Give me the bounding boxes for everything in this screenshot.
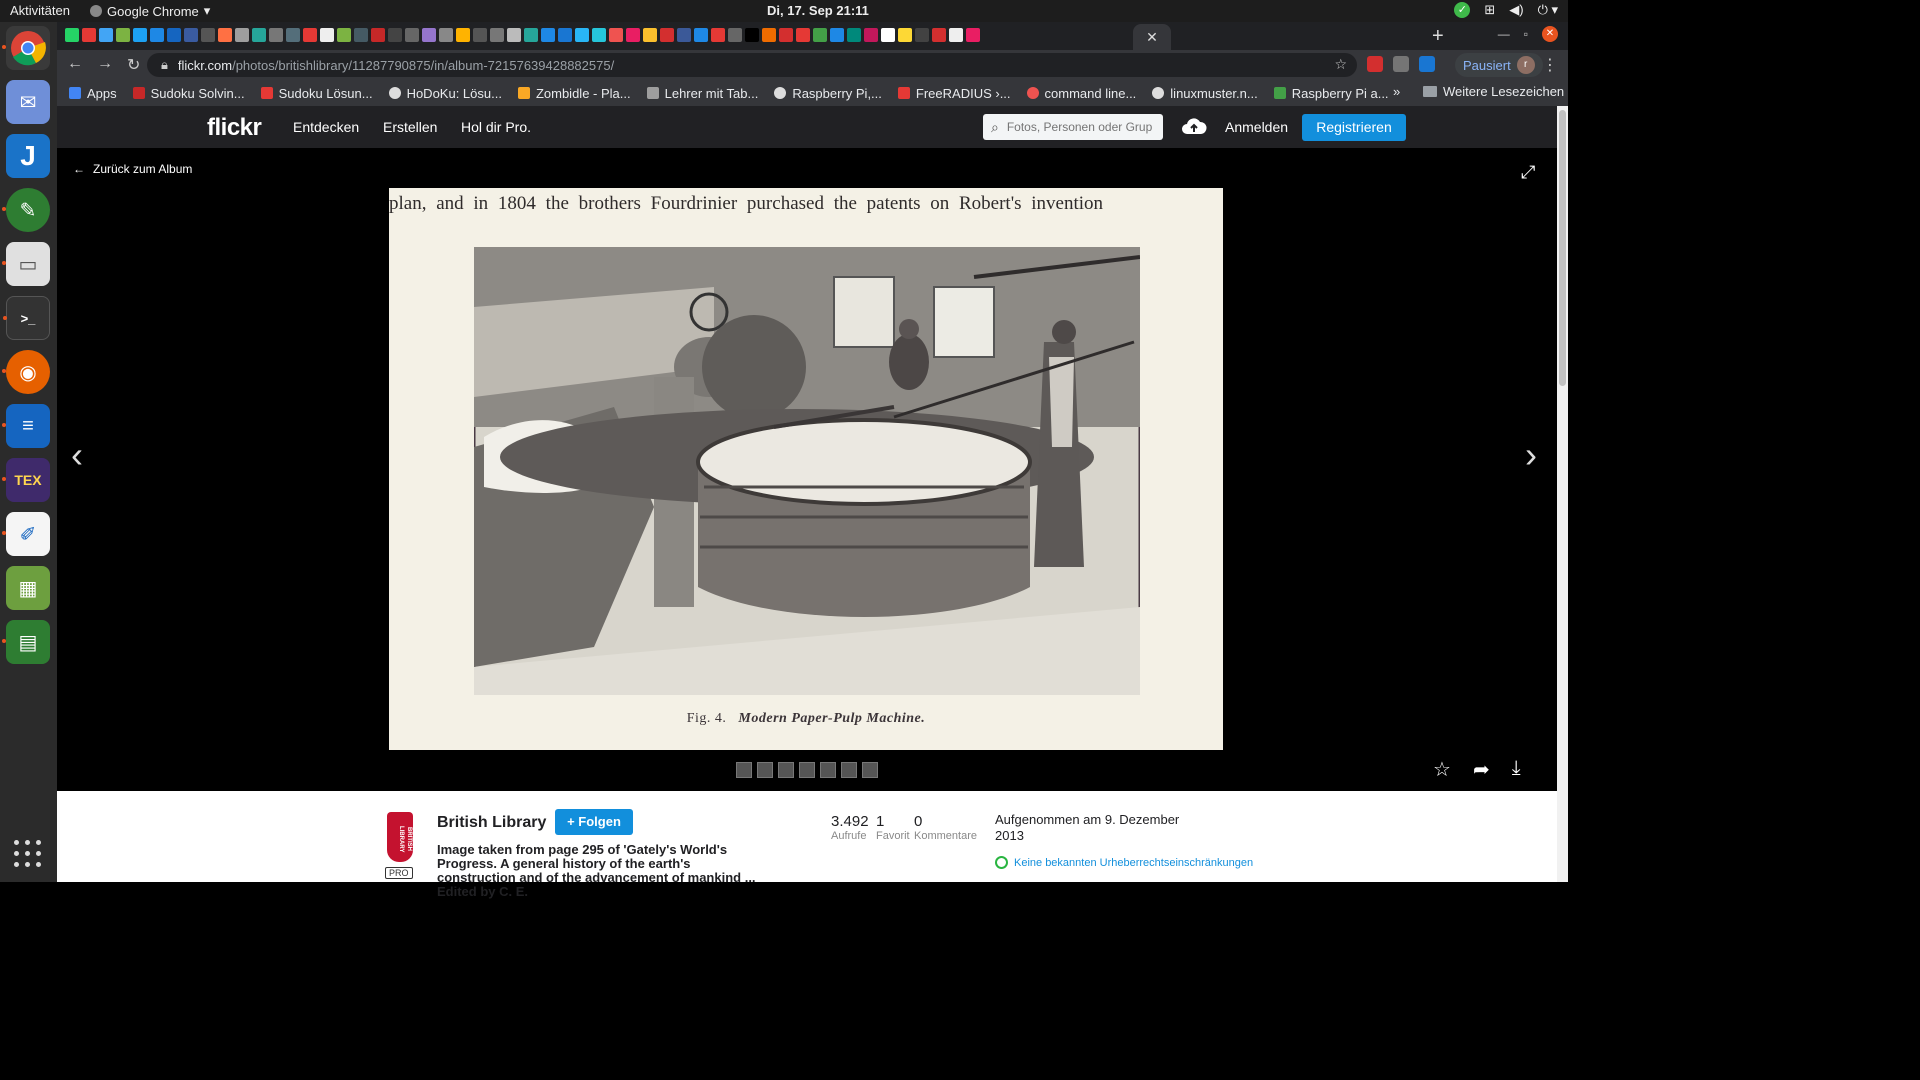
apps-grid-icon xyxy=(69,87,81,99)
author-name[interactable]: British Library xyxy=(437,814,547,831)
thumbnail[interactable] xyxy=(799,762,815,778)
extension-icon[interactable] xyxy=(1367,56,1383,72)
flickr-logo[interactable]: flickr xyxy=(207,114,262,141)
bookmark-favicon xyxy=(1027,87,1039,99)
login-link[interactable]: Anmelden xyxy=(1225,119,1289,135)
register-button[interactable]: Registrieren xyxy=(1302,114,1406,141)
bookmark[interactable]: Sudoku Solvin... xyxy=(133,86,245,101)
tab-strip xyxy=(57,22,1568,50)
activities-button[interactable]: Aktivitäten xyxy=(10,3,70,18)
nav-get-pro[interactable]: Hol dir Pro. xyxy=(461,119,532,135)
nav-explore[interactable]: Entdecken xyxy=(293,119,360,135)
profile-label: Pausiert xyxy=(1463,57,1511,73)
follow-button[interactable]: + Folgen xyxy=(555,809,633,835)
download-icon[interactable]: ⤓ xyxy=(1511,757,1521,779)
files-icon[interactable]: ▭ xyxy=(6,242,50,286)
bookmark[interactable]: linuxmuster.n... xyxy=(1152,86,1257,101)
search-icon[interactable]: ⌕ xyxy=(991,118,999,135)
bookmark[interactable]: HoDoKu: Lösu... xyxy=(389,86,502,101)
active-tab-close[interactable]: ✕ xyxy=(1133,24,1171,50)
photo-info-panel xyxy=(57,791,1557,899)
minimize-icon[interactable]: — xyxy=(1497,27,1510,41)
thumbnail[interactable] xyxy=(736,762,752,778)
scrollbar-thumb[interactable] xyxy=(1559,110,1566,386)
inkscape-icon[interactable]: ✎ xyxy=(6,188,50,232)
texmaker-icon[interactable]: TEX xyxy=(6,458,50,502)
bookmark[interactable]: Raspberry Pi a... xyxy=(1274,86,1389,101)
maps-icon[interactable]: ▦ xyxy=(6,566,50,610)
messages-icon[interactable]: ✉ xyxy=(6,80,50,124)
figure-number: Fig. 4. xyxy=(686,711,727,726)
globe-icon xyxy=(774,87,786,99)
bookmark-favicon xyxy=(898,87,910,99)
favorites-stat: 1 Favorit xyxy=(876,813,910,842)
address-bar[interactable] xyxy=(147,53,1357,77)
firefox-icon[interactable]: ◉ xyxy=(6,350,50,394)
bookmark-favicon xyxy=(133,87,145,99)
next-photo-chevron-icon[interactable]: › xyxy=(1525,434,1537,475)
other-bookmarks[interactable]: Weitere Lesezeichen xyxy=(1423,84,1564,99)
bookmark[interactable]: FreeRADIUS ›... xyxy=(898,86,1011,101)
thumbnail[interactable] xyxy=(841,762,857,778)
extension-icon[interactable] xyxy=(1419,56,1435,72)
flickr-header xyxy=(57,106,1557,148)
chrome-menu-icon[interactable]: ⋮ xyxy=(1542,57,1558,74)
bookmark-favicon xyxy=(518,87,530,99)
system-tray[interactable] xyxy=(1454,2,1558,18)
bookmark-favicon xyxy=(261,87,273,99)
bookmark[interactable]: Sudoku Lösun... xyxy=(261,86,373,101)
figure-title: Modern Paper-Pulp Machine. xyxy=(738,711,926,726)
chrome-icon[interactable] xyxy=(6,26,50,70)
dock xyxy=(0,22,57,882)
thumbnail[interactable] xyxy=(757,762,773,778)
caret-down-icon: ▾ xyxy=(203,3,211,18)
network-icon[interactable]: ⊞ xyxy=(1484,2,1496,17)
thumbnail[interactable] xyxy=(862,762,878,778)
back-to-album-link[interactable]: ← Zurück zum Album xyxy=(73,162,193,176)
photo[interactable] xyxy=(389,188,1223,750)
writer-icon[interactable]: ≡ xyxy=(6,404,50,448)
window-controls xyxy=(1498,26,1558,42)
show-applications-icon[interactable] xyxy=(14,840,42,868)
gnome-top-bar xyxy=(0,0,1568,22)
page-text-line: plan, and in 1804 the brothers Fourdrinier purchased the patents on Robert's invention xyxy=(389,193,1104,214)
nav-create[interactable]: Erstellen xyxy=(383,119,438,135)
pinned-tabs[interactable] xyxy=(65,28,980,42)
new-tab-button[interactable]: + xyxy=(1432,25,1444,47)
avatar: r xyxy=(1517,56,1535,74)
joplin-icon[interactable]: J xyxy=(6,134,50,178)
lock-icon: 🔒︎ xyxy=(161,57,168,72)
fullscreen-icon[interactable]: ⤢ xyxy=(1521,162,1536,182)
profile-button[interactable] xyxy=(1455,53,1543,77)
calc-icon[interactable]: ▤ xyxy=(6,620,50,664)
license-link[interactable]: Keine bekannten Urheberrechtseinschränkungen xyxy=(995,856,1253,869)
bookmark-favicon xyxy=(647,87,659,99)
pro-badge: PRO xyxy=(385,867,413,879)
arrow-left-icon: ← xyxy=(73,162,85,176)
upload-cloud-icon[interactable] xyxy=(1181,116,1207,136)
url-path: /photos/britishlibrary/11287790875/in/album-72157639428882575/ xyxy=(232,57,615,73)
comments-stat: 0 Kommentare xyxy=(914,813,977,842)
extension-icon[interactable] xyxy=(1393,56,1409,72)
bookmark[interactable]: Lehrer mit Tab... xyxy=(647,86,759,101)
bookmark[interactable]: Raspberry Pi,... xyxy=(774,86,882,101)
maximize-icon[interactable]: ▫ xyxy=(1523,27,1528,41)
author-avatar[interactable]: BRITISH LIBRARY xyxy=(387,812,413,862)
app-menu[interactable] xyxy=(90,3,210,19)
reload-icon[interactable]: ↻ xyxy=(127,57,141,74)
engraving-illustration xyxy=(474,247,1140,695)
browser-toolbar xyxy=(57,50,1568,80)
favorite-star-icon[interactable]: ☆ xyxy=(1433,759,1451,781)
text-editor-icon[interactable]: ✐ xyxy=(6,512,50,556)
bookmark-apps[interactable]: Apps xyxy=(69,86,117,101)
photo-actions xyxy=(1433,757,1521,782)
close-window-icon[interactable]: ✕ xyxy=(1542,26,1558,42)
figure-caption xyxy=(389,711,1223,727)
back-icon[interactable]: ← xyxy=(67,55,83,72)
bookmarks-bar xyxy=(57,80,1568,106)
page-scrollbar[interactable] xyxy=(1557,106,1568,882)
views-stat: 3.492 Aufrufe xyxy=(831,813,869,842)
photo-description: Image taken from page 295 of 'Gately's World's Progress. A general history of the earth's construction and of the advancement of mankind ... Edited by C. E. xyxy=(437,842,756,899)
bookmarks-overflow-button[interactable]: » xyxy=(1393,84,1401,99)
thumbnail[interactable] xyxy=(778,762,794,778)
power-icon[interactable]: ⏻ ▾ xyxy=(1537,2,1558,17)
forward-icon[interactable]: → xyxy=(97,55,113,72)
chrome-small-icon xyxy=(90,5,102,17)
globe-icon xyxy=(389,87,401,99)
globe-icon xyxy=(1152,87,1164,99)
previous-photo-chevron-icon[interactable]: ‹ xyxy=(71,434,83,475)
date-taken: Aufgenommen am 9. Dezember 2013 xyxy=(995,812,1180,843)
extensions[interactable] xyxy=(1367,56,1435,72)
thumbnail[interactable] xyxy=(820,762,836,778)
bookmark[interactable]: command line... xyxy=(1027,86,1137,101)
terminal-icon[interactable]: >_ xyxy=(6,296,50,340)
photo-stage xyxy=(57,148,1557,791)
bookmark-star-icon[interactable]: ☆ xyxy=(1334,56,1347,72)
bookmark-favicon xyxy=(1274,87,1286,99)
public-domain-icon xyxy=(995,856,1008,869)
url-host: flickr.com xyxy=(177,57,233,73)
search-input[interactable] xyxy=(1007,120,1153,134)
share-icon[interactable]: ➦ xyxy=(1472,759,1490,781)
clock[interactable]: Di, 17. Sep 21:11 xyxy=(767,3,869,18)
bookmark[interactable]: Zombidle - Pla... xyxy=(518,86,631,101)
filmstrip xyxy=(736,762,878,778)
volume-icon[interactable]: ◀) xyxy=(1509,2,1524,17)
search-box xyxy=(983,114,1163,140)
update-check-icon[interactable]: ✓ xyxy=(1454,2,1470,18)
app-menu-label: Google Chrome xyxy=(107,3,199,19)
folder-icon xyxy=(1423,86,1437,97)
